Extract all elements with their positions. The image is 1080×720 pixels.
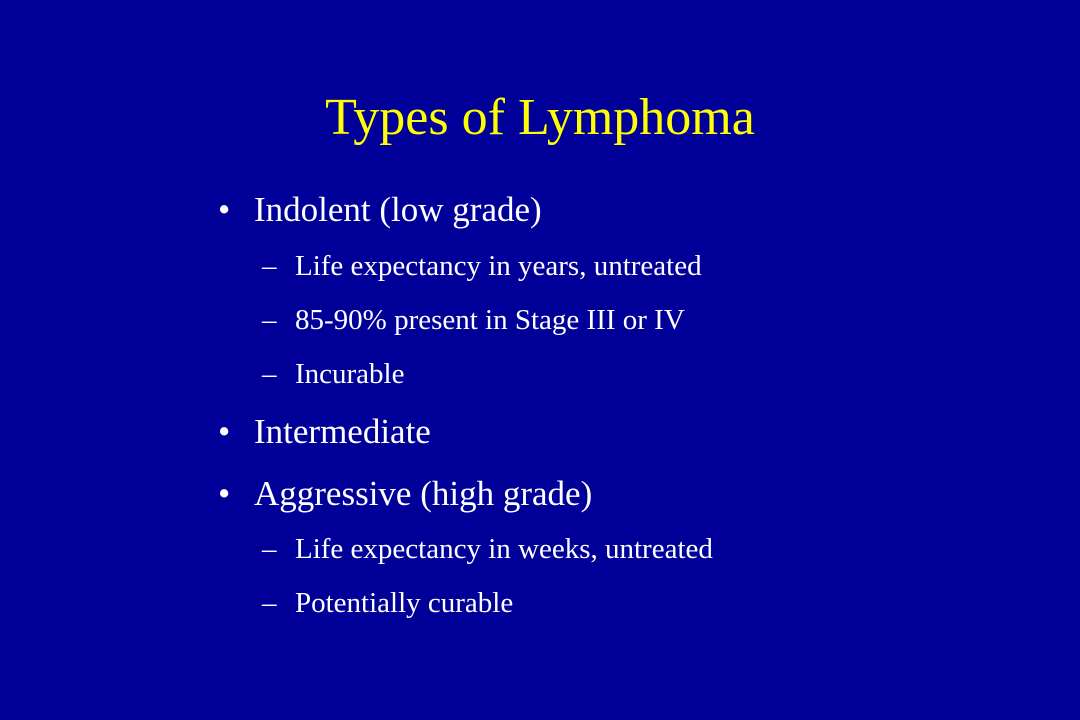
sub-item-aggressive-life <box>262 531 713 567</box>
slide-title: Types of Lymphoma <box>325 89 755 146</box>
sub-item-indolent-stage <box>262 302 685 338</box>
bullet-text: Intermediate <box>254 412 431 451</box>
sub-item-aggressive-curable <box>262 585 513 621</box>
sub-item-indolent-incurable <box>262 356 405 392</box>
sub-item-text: Life expectancy in years, untreated <box>295 250 702 282</box>
dash-icon: – <box>262 358 277 390</box>
sub-item-text: Life expectancy in weeks, untreated <box>295 533 713 565</box>
bullet-text: Aggressive (high grade) <box>254 474 593 513</box>
bullet-item-aggressive <box>218 473 592 515</box>
dash-icon: – <box>262 304 277 336</box>
sub-item-text: 85-90% present in Stage III or IV <box>295 304 685 336</box>
bullet-icon: • <box>218 412 231 451</box>
sub-item-text: Potentially curable <box>295 587 514 619</box>
bullet-item-indolent <box>218 189 542 231</box>
dash-icon: – <box>262 533 277 565</box>
sub-item-text: Incurable <box>295 358 405 390</box>
bullet-icon: • <box>218 474 231 513</box>
dash-icon: – <box>262 250 277 282</box>
bullet-icon: • <box>218 190 231 229</box>
sub-item-indolent-life <box>262 248 702 284</box>
bullet-text: Indolent (low grade) <box>254 190 542 229</box>
bullet-item-intermediate <box>218 411 431 453</box>
dash-icon: – <box>262 587 277 619</box>
